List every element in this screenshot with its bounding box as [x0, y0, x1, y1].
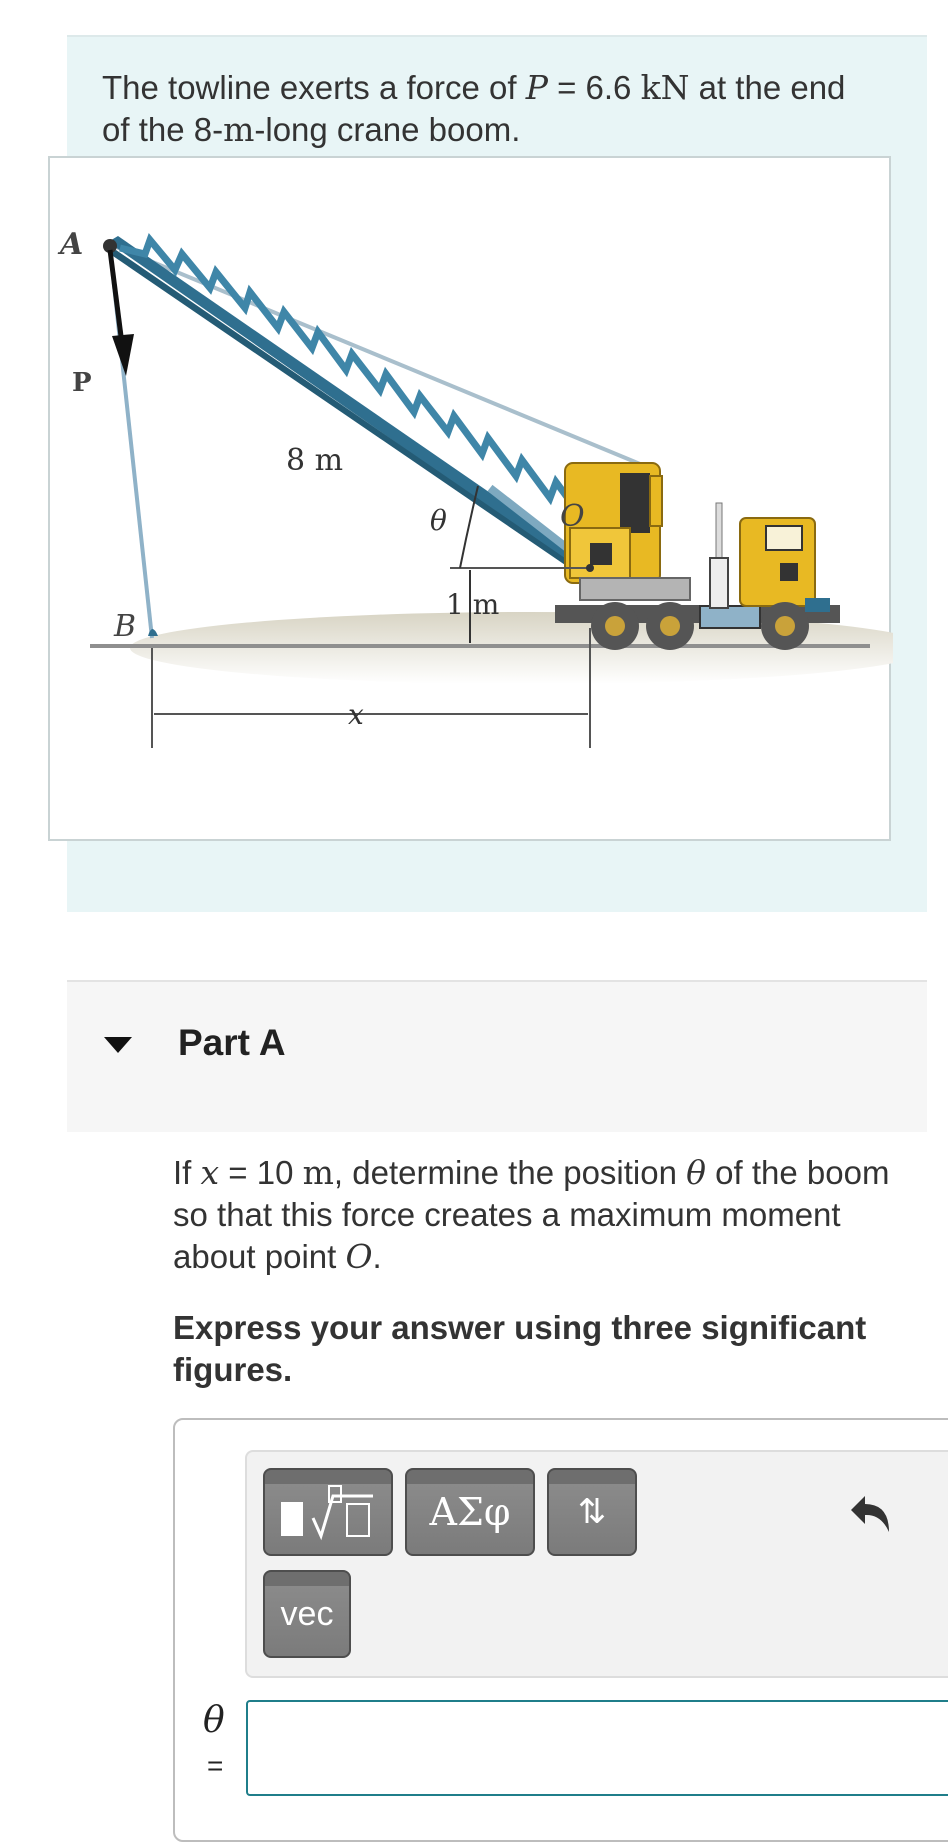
problem-text-2: at the end: [689, 69, 846, 106]
force-arrow-shaft: [110, 250, 122, 344]
instruction-text: Express your answer using three significant figures.: [173, 1309, 867, 1388]
force-symbol: P: [525, 68, 548, 107]
undo-icon[interactable]: [847, 1488, 897, 1538]
question-text-1: If: [173, 1154, 201, 1191]
label-boom-length: 8 m: [286, 443, 344, 478]
point-o: [586, 564, 594, 572]
template-button[interactable]: [263, 1468, 393, 1556]
label-b: B: [114, 609, 137, 644]
question-text: [173, 1152, 933, 1278]
answer-input[interactable]: [246, 1700, 948, 1796]
label-a: A: [60, 227, 84, 262]
question-text-5: about point: [173, 1238, 346, 1275]
problem-text-3: of the 8-: [102, 111, 224, 148]
x-unit: m: [302, 1153, 334, 1192]
o-symbol: O: [345, 1237, 373, 1276]
problem-text-1: The towline exerts a force of: [102, 69, 526, 106]
label-o: O: [560, 499, 585, 534]
x-symbol: x: [200, 1153, 220, 1192]
arrows-button[interactable]: ⇅: [547, 1468, 637, 1556]
question-text-3: of the boom: [706, 1154, 890, 1191]
greek-button[interactable]: ΑΣφ: [405, 1468, 535, 1556]
label-x: x: [348, 698, 364, 731]
label-theta: θ: [430, 504, 447, 537]
question-text-4: so that this force creates a maximum moment: [173, 1196, 841, 1233]
question-text-2: , determine the position: [333, 1154, 687, 1191]
answer-variable: θ: [203, 1700, 225, 1741]
crane-boom: [108, 236, 596, 582]
part-a-header[interactable]: [67, 980, 927, 1132]
math-toolbar: [245, 1450, 948, 1678]
length-unit: m: [223, 110, 255, 149]
truck-tank: [700, 606, 760, 628]
label-p: P: [72, 368, 92, 398]
answer-box: [173, 1418, 948, 1842]
crane-diagram: [50, 158, 893, 843]
problem-text-4: -long crane boom.: [254, 111, 521, 148]
answer-equals: =: [207, 1750, 224, 1781]
force-value: = 6.6: [547, 69, 641, 106]
vec-button[interactable]: vec: [263, 1570, 351, 1658]
force-unit: kN: [640, 68, 690, 107]
theta-symbol: θ: [686, 1153, 707, 1192]
truck-cab: [740, 518, 830, 612]
crane-figure: [48, 156, 891, 841]
label-height: 1 m: [446, 588, 500, 621]
problem-statement: [102, 67, 902, 151]
part-label: Part A: [178, 1022, 286, 1063]
x-value: = 10: [219, 1154, 303, 1191]
question-text-6: .: [372, 1238, 382, 1275]
radical-template-icon: [273, 1482, 383, 1542]
caret-down-icon[interactable]: [104, 1037, 132, 1053]
exhaust-muffler: [710, 558, 728, 608]
